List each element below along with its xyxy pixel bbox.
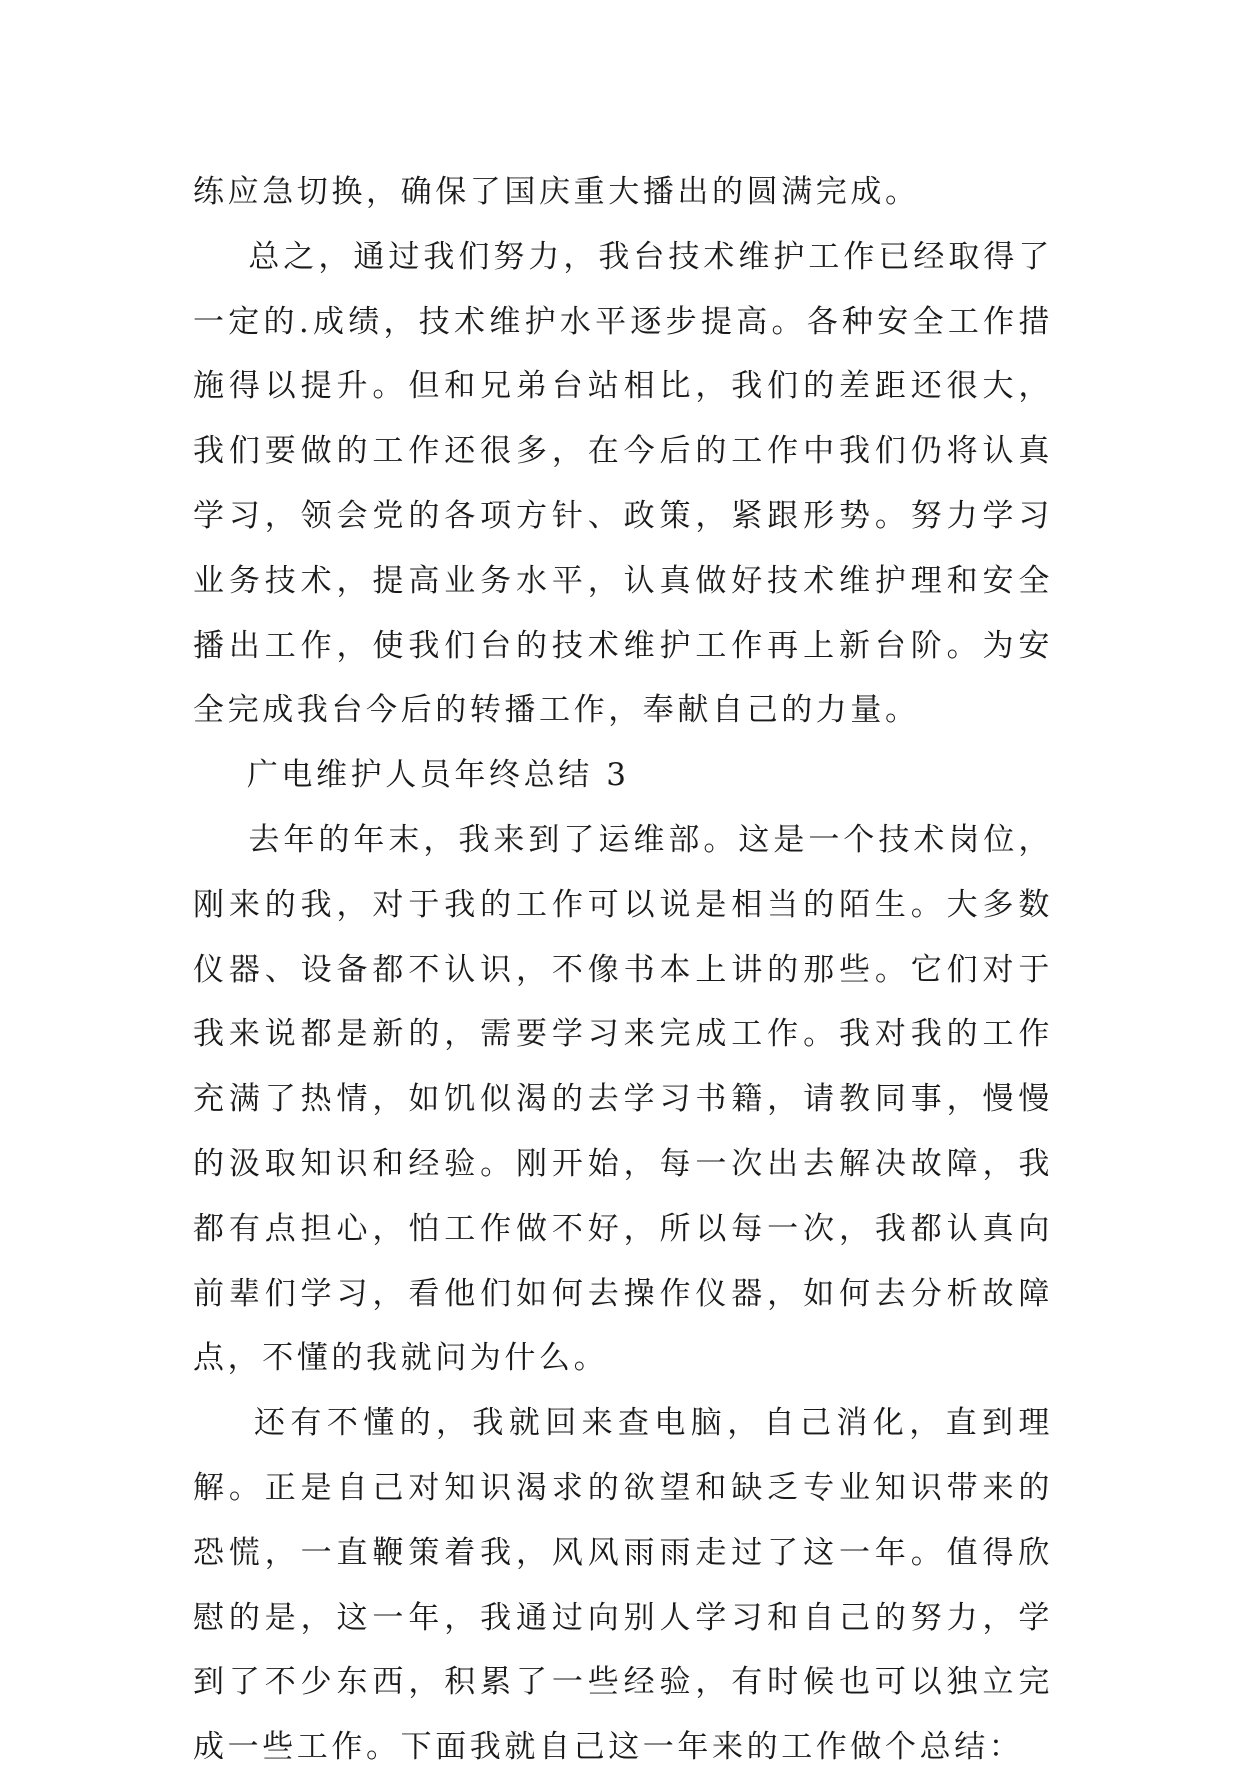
paragraph-continuation: 练应急切换，确保了国庆重大播出的圆满完成。 [193,174,920,210]
paragraph-reflection: 还有不懂的，我就回来查电脑，自己消化，直到理解。正是自己对知识渴求的欲望和缺乏专业知识带来的恐慌，一直鞭策着我，风风雨雨走过了这一年。值得欣慰的是，这一年，我通过向别人学习和自己的努力，学到了不少东西，积累了一些经验，有时候也可以独立完成一些工作。下面我就自己这一年来的工作做个总结： [193,1405,1053,1766]
document-body [193,160,1053,1780]
paragraph-intro: 去年的年末，我来到了运维部。这是一个技术岗位，刚来的我，对于我的工作可以说是相当的陌生。大多数仪器、设备都不认识，不像书本上讲的那些。它们对于我来说都是新的，需要学习来完成工作。我对我的工作充满了热情，如饥似渴的去学习书籍，请教同事，慢慢的汲取知识和经验。刚开始，每一次出去解决故障，我都有点担心，怕工作做不好，所以每一次，我都认真向前辈们学习，看他们如何去操作仪器，如何去分析故障点，不懂的我就问为什么。 [193,821,1053,1377]
paragraph-summary: 总之，通过我们努力，我台技术维护工作已经取得了一定的.成绩，技术维护水平逐步提高。各种安全工作措施得以提升。但和兄弟台站相比，我们的差距还很大，我们要做的工作还很多，在今后的工作中我们仍将认真学习，领会党的各项方针、政策，紧跟形势。努力学习业务技术，提高业务水平，认真做好技术维护理和安全播出工作，使我们台的技术维护工作再上新台阶。为安全完成我台今后的转播工作，奉献自己的力量。 [193,238,1053,729]
section-heading: 广电维护人员年终总结 3 [193,757,630,794]
